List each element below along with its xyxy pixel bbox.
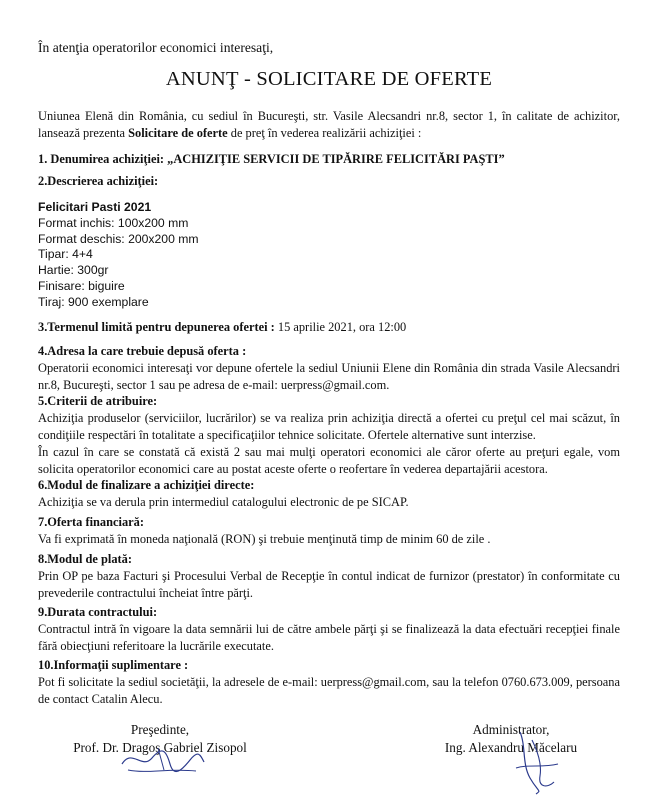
product-spec-line: Format deschis: 200x200 mm: [38, 231, 199, 246]
section-8-text: Prin OP pe baza Facturi şi Procesului Verbal de Recepţie în contul indicat de furnizor (prestator) în conformitate cu prevederile contractului încheiat între părţi.: [38, 569, 620, 600]
section-4: [38, 343, 620, 394]
signature-block-administrator: [396, 721, 626, 757]
section-9: [38, 604, 620, 655]
section-3: [38, 319, 406, 336]
section-10: [38, 657, 620, 708]
section-5-text-2: În cazul în care se constată că există 2 sau mai mulţi operatori economici ale căror oferte au preţuri egale, vom solicita operatorilor economici care au postat aceste oferte o reofertare în vederea departajării acestora.: [38, 445, 620, 476]
section-4-text: Operatorii economici interesaţi vor depune ofertele la sediul Uniunii Elene din România din strada Vasile Alecsandri nr.8, Bucureşti, sector 1 sau pe adresa de e-mail: uerpress@gmail.com.: [38, 361, 620, 392]
section-3-heading: 3.Termenul limită pentru depunerea ofertei :: [38, 320, 275, 334]
product-spec-line: Format inchis: 100x200 mm: [38, 215, 189, 230]
section-7-heading: 7.Oferta financiară:: [38, 515, 144, 529]
section-6-text: Achiziţia se va derula prin intermediul catalogului electronic de pe SICAP.: [38, 495, 409, 509]
section-3-value: 15 aprilie 2021, ora 12:00: [274, 320, 407, 334]
handwritten-signature-president: [118, 740, 208, 780]
section-8-heading: 8.Modul de plată:: [38, 552, 132, 566]
intro-text-after: de preţ în vederea realizării achiziţiei :: [227, 126, 422, 140]
product-spec-line: Finisare: biguire: [38, 278, 125, 293]
section-6: [38, 477, 620, 511]
handwritten-signature-administrator: [512, 730, 562, 796]
product-spec-line: Tiraj: 900 exemplare: [38, 294, 149, 309]
section-5-text-1: Achiziţia produselor (serviciilor, lucrărilor) se va realiza prin achiziţia directă a ofertei cu preţul cel mai scăzut, în condiţiile respectări în totalitate a specificaţiilor tehnice solicitate. Ofertele alternative sunt interzise.: [38, 411, 620, 442]
section-5: [38, 393, 620, 478]
section-7-text: Va fi exprimată în moneda naţională (RON) şi trebuie menţinută timp de minim 60 de zile .: [38, 532, 491, 546]
signature-name: Ing. Alexandru Măcelaru: [444, 740, 578, 755]
section-8: [38, 551, 620, 602]
section-5-heading: 5.Criterii de atribuire:: [38, 394, 158, 408]
intro-text-bold: Solicitare de oferte: [128, 126, 228, 140]
section-9-heading: 9.Durata contractului:: [38, 605, 158, 619]
section-10-text: Pot fi solicitate la sediul societăţii, la adresele de e-mail: uerpress@gmail.com, sau la telefon 0760.673.009, persoana de contact Catalin Alecu.: [38, 675, 620, 706]
section-4-heading: 4.Adresa la care trebuie depusă oferta :: [38, 344, 247, 358]
product-spec-line: Hartie: 300gr: [38, 263, 109, 278]
section-10-heading: 10.Informaţii suplimentare :: [38, 658, 189, 672]
product-title: Felicitari Pasti 2021: [38, 200, 152, 214]
addressee-line: În atenţia operatorilor economici interesaţi,: [38, 40, 274, 55]
signature-role: Administrator,: [472, 722, 550, 737]
product-spec-line: Tipar: 4+4: [38, 247, 93, 262]
product-spec: [38, 200, 199, 311]
signature-name: Prof. Dr. Dragoş Gabriel Zisopol: [73, 740, 247, 755]
page-title: ANUNŢ - SOLICITARE DE OFERTE: [165, 68, 493, 90]
signature-role: Preşedinte,: [130, 722, 190, 737]
intro-text-before: Uniunea Elenă din România, cu sediul în Bucureşti, str. Vasile Alecsandri nr.8, sector 1, în calitate de achizitor, lansează prezenta: [38, 109, 620, 140]
section-7: [38, 514, 620, 548]
section-9-text: Contractul intră în vigoare la data semnării lui de către ambele părţi şi se finalizează la data efectuări recepţiei finale fără obiecţiuni referitoare la lucrările executate.: [38, 622, 620, 653]
section-1-heading: 1. Denumirea achiziţiei: „ACHIZIŢIE SERVICII DE TIPĂRIRE FELICITĂRI PAŞTI”: [38, 152, 505, 166]
section-6-heading: 6.Modul de finalizare a achiziţiei directe:: [38, 478, 255, 492]
section-2-heading: 2.Descrierea achiziţiei:: [38, 174, 159, 188]
intro-paragraph: [38, 108, 620, 142]
